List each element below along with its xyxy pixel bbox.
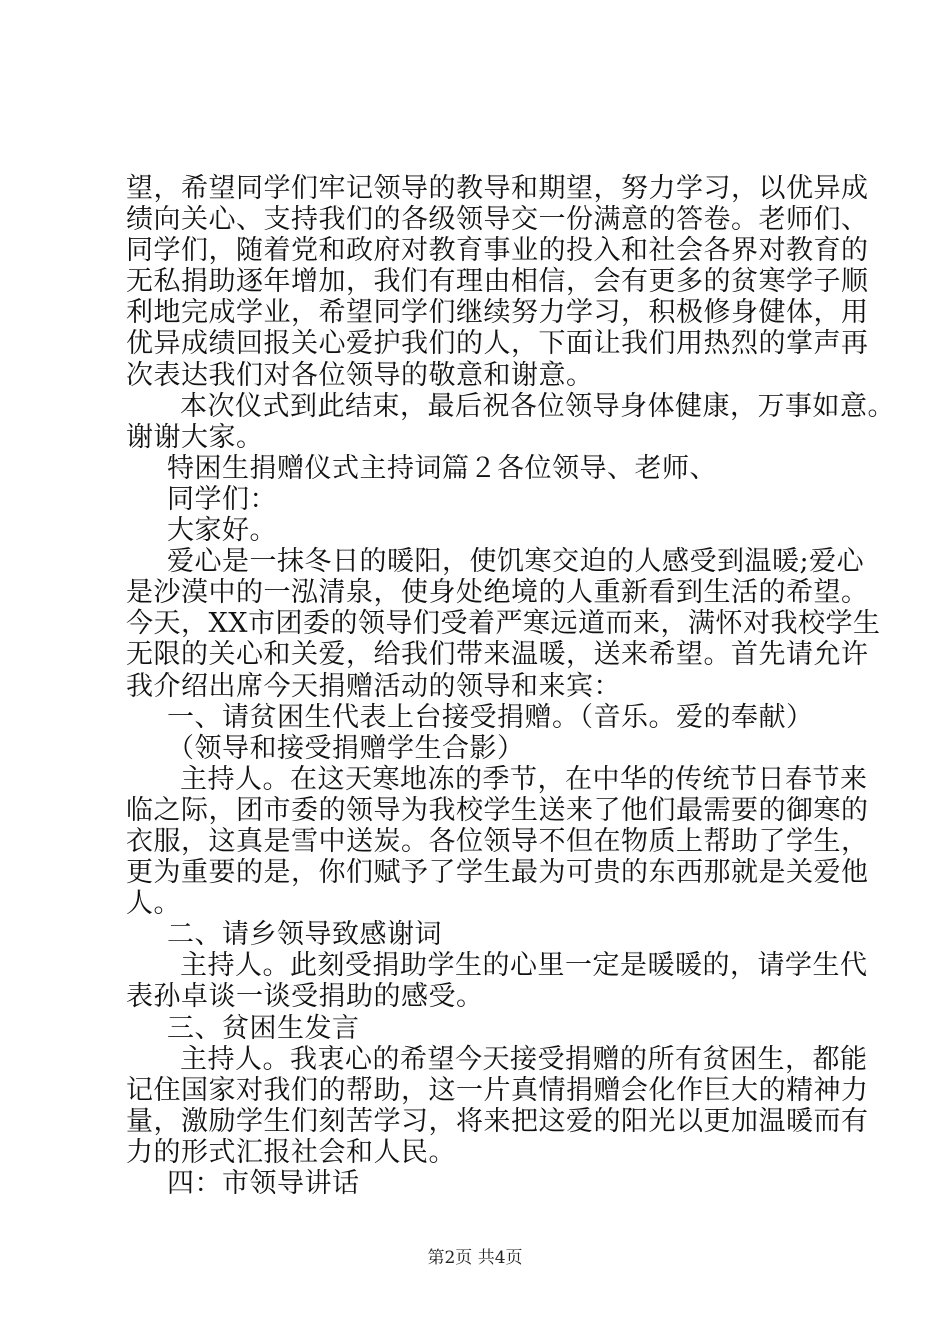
paragraph-line: 利地完成学业，希望同学们继续努力学习，积极修身健体，用 (126, 297, 869, 328)
page-number-footer: 第2页 共4页 (427, 1248, 523, 1268)
agenda-item: 三、贫困生发言 (167, 1013, 360, 1044)
paragraph-line: 绩向关心、支持我们的各级领导交一份满意的答卷。老师们、 (126, 204, 869, 235)
section-heading: 特困生捐赠仪式主持词篇２各位领导、老师、 (167, 453, 717, 484)
paragraph-line: 量，激励学生们刻苦学习，将来把这爱的阳光以更加温暖而有 (126, 1106, 869, 1137)
paragraph-line: 衣服，这真是雪中送炭。各位领导不但在物质上帮助了学生， (126, 826, 869, 857)
paragraph-line: 无私捐助逐年增加，我们有理由相信，会有更多的贫寒学子顺 (126, 266, 869, 297)
paragraph-line: 爱心是一抹冬日的暖阳，使饥寒交迫的人感受到温暖;爱心 (167, 546, 865, 577)
agenda-item: 二、请乡领导致感谢词 (167, 919, 442, 950)
paragraph-line: 同学们，随着党和政府对教育事业的投入和社会各界对教育的 (126, 235, 869, 266)
paragraph-line: 我介绍出席今天捐赠活动的领导和来宾： (126, 671, 621, 702)
paragraph-line: 临之际，团市委的领导为我校学生送来了他们最需要的御寒的 (126, 795, 869, 826)
paragraph-line: 无限的关心和关爱，给我们带来温暖，送来希望。首先请允许 (126, 639, 869, 670)
paragraph-line: 更为重要的是，你们赋予了学生最为可贵的东西那就是关爱他 (126, 857, 869, 888)
paragraph-line: 望，希望同学们牢记领导的教导和期望，努力学习，以优异成 (126, 173, 869, 204)
paragraph-line: 主持人。此刻受捐助学生的心里一定是暖暖的，请学生代 (180, 950, 868, 981)
paragraph-line: 今天，XX市团委的领导们受着严寒远道而来，满怀对我校学生 (126, 608, 881, 639)
paragraph-line: 优异成绩回报关心爱护我们的人，下面让我们用热烈的掌声再 (126, 328, 869, 359)
paragraph-line: 记住国家对我们的帮助，这一片真情捐赠会化作巨大的精神力 (126, 1075, 869, 1106)
paragraph-line: 是沙漠中的一泓清泉，使身处绝境的人重新看到生活的希望。 (126, 577, 869, 608)
agenda-item: 四：市领导讲话 (167, 1168, 360, 1199)
paragraph-line: 谢谢大家。 (126, 422, 264, 453)
paragraph-line: 人。 (126, 888, 181, 919)
paragraph-line: 次表达我们对各位领导的敬意和谢意。 (126, 360, 594, 391)
paragraph-line: 主持人。我衷心的希望今天接受捐赠的所有贫困生，都能 (180, 1044, 868, 1075)
paragraph-line: 力的形式汇报社会和人民。 (126, 1137, 456, 1168)
paragraph-line: 表孙卓谈一谈受捐助的感受。 (126, 981, 484, 1012)
paragraph-line: 本次仪式到此结束，最后祝各位领导身体健康，万事如意。 (180, 391, 895, 422)
greeting-line: 同学们： (167, 484, 277, 515)
agenda-note: （领导和接受捐赠学生合影） (167, 733, 525, 764)
greeting-line: 大家好。 (167, 515, 277, 546)
paragraph-line: 主持人。在这天寒地冻的季节，在中华的传统节日春节来 (180, 764, 868, 795)
agenda-item: 一、请贫困生代表上台接受捐赠。（音乐。爱的奉献） (167, 702, 814, 733)
